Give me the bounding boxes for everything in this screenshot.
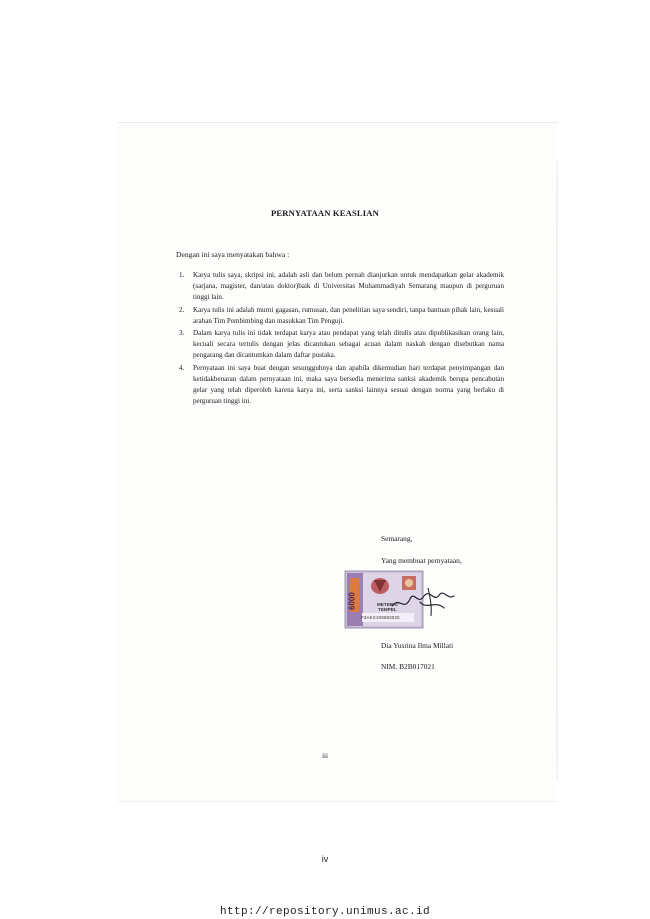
item-number: 3.	[179, 329, 185, 338]
list-item	[174, 328, 504, 362]
stamp-label-line1: METERAI	[377, 602, 398, 607]
item-text: Pernyataan ini saya buat dengan sesungguhnya dan apabila dikemudian hari terdapat penyimpangan dan ketidakbenaran dalam pernyataan ini, maka saya bersedia menerima sanksi akademik berupa pencabutan gelar yang telah diperoleh karena karya ini, serta sanksi lainnya sesuai dengan norma yang berlaku di perguruan tinggi ini.	[193, 363, 504, 406]
item-text: Dalam karya tulis ini tidak terdapat karya atau pendapat yang telah ditulis atau dipublikasikan orang lain, kecuali secara tertulis dengan jelas dicantukan sebagai acuan dalam naskah dengan disebutkan nama pengarang dan dicantumkan dalam daftar pustaka.	[193, 329, 504, 360]
repository-url: http://repository.unimus.ac.id	[219, 906, 431, 918]
list-item	[174, 305, 504, 327]
scanned-page	[118, 122, 558, 802]
signer-nim: NIM. B2B017021	[381, 662, 435, 671]
place-date: Semarang,	[381, 534, 413, 543]
page-number: iv	[321, 854, 329, 864]
statement-list	[174, 270, 504, 408]
stamp-serial: F3AKX108683020	[361, 615, 400, 620]
list-item	[174, 270, 504, 304]
intro-text: Dengan ini saya menyatakan bahwa :	[176, 250, 290, 259]
item-number: 1.	[179, 271, 185, 279]
document-title: PERNYATAAN KEASLIAN	[271, 208, 379, 218]
stamp-signature	[344, 566, 464, 632]
list-item	[174, 363, 504, 408]
scanned-page-number: iii	[322, 752, 328, 760]
declarant-label: Yang membuat pernyataan,	[381, 556, 462, 565]
stamp-label-line2: TEMPEL	[378, 607, 397, 612]
item-number: 2.	[179, 305, 185, 314]
scan-edge	[556, 160, 558, 780]
stamp-value: 6000	[347, 592, 357, 610]
stamp-label	[377, 602, 398, 612]
item-number: 4.	[179, 363, 185, 372]
duty-stamp-icon	[344, 566, 464, 632]
item-text: Karya tulis saya, skripsi ini, adalah asli dan belum pernah dianjurkan untuk mendapatkan gelar akademik (sarjana, magister, dan/atau doktor)baik di Universitas Muhammadiyah Semarang maupun di perguruan tinggi lain.	[193, 271, 504, 302]
item-text: Karya tulis ini adalah murni gagasan, rumusan, dan penelitian saya sendiri, tanpa bantuan pihak lain, kesuali arahan Tim Pembimbing dan masukkan Tim Penguji.	[193, 305, 504, 325]
signer-name: Dia Yusrina Ilma Millati	[381, 641, 454, 650]
